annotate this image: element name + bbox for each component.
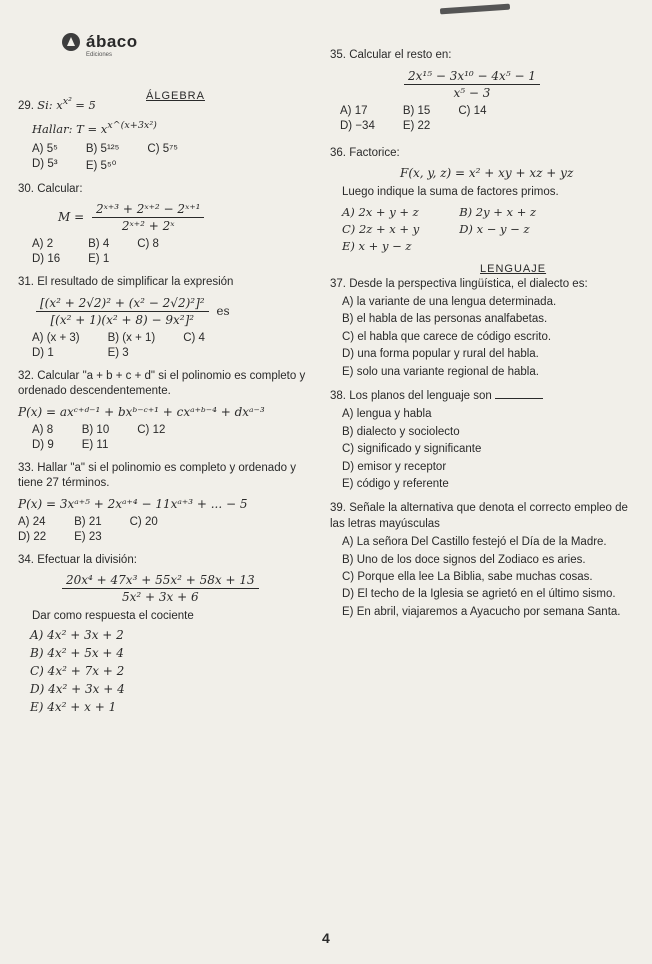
fraction [36,296,209,327]
factor-expression: F(x, y, z) = x² + xy + xz + yz [400,166,574,181]
option-e[interactable]: E) 11 [81,438,109,451]
question-number: 36. [330,146,346,159]
option-a[interactable]: A) lengua y habla [342,408,432,421]
question-34 [18,553,323,715]
option-e[interactable]: E) 1 [88,253,110,266]
option-e[interactable]: E) 22 [402,119,431,132]
question-stem: Calcular: [37,182,83,195]
question-36 [330,146,640,253]
question-stem: Los planos del lenguaje son [349,389,492,402]
question-29 [18,96,323,172]
numerator: 2x¹⁵ − 3x¹⁰ − 4x⁵ − 1 [404,69,540,85]
option-a[interactable]: A) 5⁵ [32,142,58,155]
option-e[interactable]: E) 5⁵⁰ [85,159,117,172]
polynomial: P(x) = axᶜ⁺ᵈ⁻¹ + bxᵇ⁻ᶜ⁺¹ + cxᵃ⁺ᵇ⁻⁴ + dxᵃ⁻³ [18,404,265,419]
formula-lhs: M = [58,210,85,225]
instruction: Luego indique la suma de factores primos. [342,186,559,199]
option-b[interactable]: B) dialecto y sociolecto [342,425,460,438]
option-b[interactable]: B) 15 [402,104,431,117]
option-c[interactable]: C) significado y significante [342,443,482,456]
option-a[interactable]: A) 17 [340,104,368,117]
option-e[interactable]: E) En abril, viajaremos a Ayacucho por semana Santa. [342,605,621,618]
option-c[interactable]: C) 14 [458,104,487,117]
option-b[interactable]: B) (x + 1) [107,331,156,344]
option-d[interactable]: D) −34 [340,119,375,132]
question-38 [330,389,640,491]
option-b[interactable]: B) Uno de los doce signos del Zodiaco es aries. [342,553,586,566]
option-d[interactable]: D) x − y − z [459,221,530,236]
fraction [404,69,540,100]
question-stem: Calcular "a + b + c + d" si el polinomio es completo y ordenado descendentemente. [18,369,306,398]
option-a[interactable]: A) la variante de una lengua determinada. [342,296,557,309]
option-d[interactable]: D) El techo de la Iglesia se agrietó en el último sismo. [342,588,616,601]
option-a[interactable]: A) (x + 3) [32,331,80,344]
question-number: 29. [18,99,34,112]
left-column [18,96,323,725]
option-c[interactable]: C) 12 [137,423,166,436]
question-number: 38. [330,389,346,402]
option-a[interactable]: A) 8 [32,423,54,436]
option-d[interactable]: D) 22 [18,530,47,543]
question-number: 35. [330,49,346,61]
question-32 [18,369,323,451]
question-number: 32. [18,369,34,382]
hallar-expression: Hallar: T = x [32,122,108,137]
option-d[interactable]: D) emisor y receptor [342,460,447,473]
option-b[interactable]: B) 5¹²⁵ [85,142,120,155]
option-b[interactable]: B) 4x² + 5x + 4 [30,645,124,660]
denominator: [(x² + 1)(x² + 8) − 9x²]² [50,312,195,327]
question-31 [18,275,323,359]
pencil-icon [440,4,510,15]
question-number: 30. [18,182,34,195]
option-c[interactable]: C) 4 [183,331,205,344]
fraction [62,573,259,604]
option-c[interactable]: C) 8 [137,238,159,251]
option-b[interactable]: B) 4 [88,238,110,251]
question-stem: El resultado de simplificar la expresión [37,276,234,289]
option-d[interactable]: D) una forma popular y rural del habla. [342,348,539,361]
question-number: 37. [330,277,346,290]
option-c[interactable]: C) Porque ella lee La Biblia, sabe muchas cosas. [342,571,593,584]
numerator: 2ˣ⁺³ + 2ˣ⁺² − 2ˣ⁺¹ [92,202,204,218]
option-a[interactable]: A) 24 [18,515,46,528]
denominator: x⁵ − 3 [453,85,491,100]
denominator: 5x² + 3x + 6 [121,590,199,605]
option-c[interactable]: C) 20 [129,515,158,528]
numerator: [(x² + 2√2)² + (x² − 2√2)²]² [36,296,209,312]
option-a[interactable]: A) 2 [32,238,54,251]
question-39 [330,501,640,619]
section-title-lenguaje: LENGUAJE [480,262,547,275]
question-37 [330,277,640,379]
option-e[interactable]: E) 4x² + x + 1 [30,699,117,714]
formula-tail: es [216,303,230,318]
publisher-logo [62,32,138,58]
option-c[interactable]: C) el habla que carece de código escrito. [342,330,552,343]
question-stem: Señale la alternativa que denota el correcto empleo de las letras mayúsculas [330,502,628,530]
equation-tail: = 5 [75,97,96,112]
question-stem: Factorice: [349,146,400,159]
option-b[interactable]: B) 2y + x + z [459,204,537,219]
abaco-logo-icon [62,33,80,51]
option-e[interactable]: E) código y referente [342,477,449,490]
option-a[interactable]: A) La señora Del Castillo festejó el Día de la Madre. [342,536,607,549]
option-d[interactable]: D) 4x² + 3x + 4 [30,681,125,696]
option-c[interactable]: C) 4x² + 7x + 2 [30,663,125,678]
question-33 [18,461,323,543]
question-number: 33. [18,461,34,474]
option-a[interactable]: A) 4x² + 3x + 2 [30,627,124,642]
option-b[interactable]: B) 10 [81,423,110,436]
right-column [330,48,640,629]
option-c[interactable]: C) 5⁷⁵ [147,142,179,155]
question-stem: Hallar "a" si el polinomio es completo y ordenado y tiene 27 términos. [18,461,296,490]
polynomial: P(x) = 3xᵃ⁺⁵ + 2xᵃ⁺⁴ − 11xᵃ⁺³ + ... − 5 [18,496,248,511]
logo-subtitle: Ediciones [86,52,113,58]
option-a[interactable]: A) 2x + y + z [342,204,419,219]
option-e[interactable]: E) solo una variante regional de habla. [342,365,539,378]
option-b[interactable]: B) 21 [74,515,102,528]
question-stem: Si: x [37,97,63,112]
question-number: 31. [18,276,34,289]
option-c[interactable]: C) 2z + x + y [342,221,420,236]
logo-text: ábaco [86,32,138,51]
option-d[interactable]: D) 16 [32,253,61,266]
option-d[interactable]: D) 1 [32,346,54,359]
instruction: Dar como respuesta el cociente [32,610,194,623]
option-e[interactable]: E) 3 [107,346,129,359]
option-d[interactable]: D) 9 [32,438,54,451]
option-e[interactable]: E) x + y − z [342,238,412,253]
option-e[interactable]: E) 23 [74,530,102,543]
section-title-algebra: ÁLGEBRA [146,90,205,102]
question-30 [18,182,323,266]
question-stem: Calcular el resto en: [349,49,452,61]
question-stem: Desde la perspectiva lingüística, el dialecto es: [349,277,588,290]
numerator: 20x⁴ + 47x³ + 55x² + 58x + 13 [62,573,259,589]
denominator: 2ˣ⁺² + 2ˣ [121,219,175,234]
exponent: x² [62,96,73,107]
question-stem: Efectuar la división: [37,553,137,566]
question-35 [330,48,640,132]
page-number: 4 [322,930,330,946]
question-number: 34. [18,553,34,566]
fraction [92,202,204,233]
answer-blank [495,398,543,399]
exponent: x^(x+3x²) [107,120,157,132]
option-d[interactable]: D) 5³ [32,157,58,170]
question-number: 39. [330,502,346,515]
option-b[interactable]: B) el habla de las personas analfabetas. [342,313,548,326]
